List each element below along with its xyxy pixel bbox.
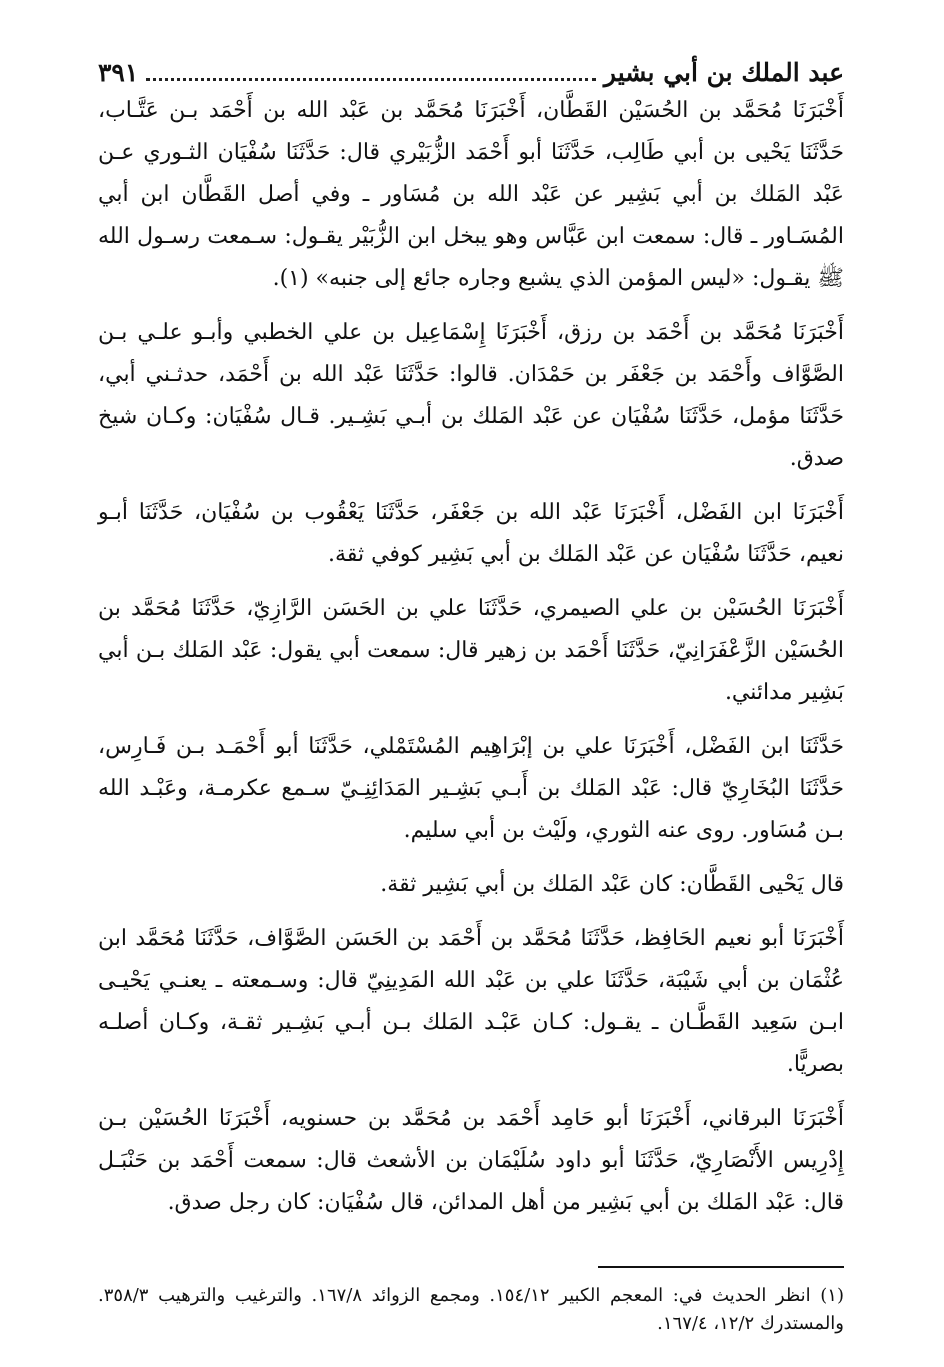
paragraph: أَخْبَرَنَا الحُسَيْن بن علي الصيمري، حَدَّثَنَا علي بن الحَسَن الرَّازِيّ، حَدَّثَنَا مُحَمَّد بن الحُسَيْن الزَّعْفَرَانِيّ، حَدَّثَنَا أَحْمَد بن زهير قال: سمعت أبي يقول: عَبْد المَلك بـن أبي بَشِير مدائني. (98, 596, 844, 705)
paragraph: قال يَحْيى القَطَّان: كان عَبْد المَلك بن أبي بَشِير ثقة. (380, 872, 844, 897)
paragraph: حَدَّثَنَا ابن الفَضْل، أَخْبَرَنَا علي بن إبْرَاهِيم المُسْتَمْلي، حَدَّثَنَا أبو أَحْمَـد بـن فَـارِس، حَدَّثَنَا البُخَارِيّ قال: عَبْد المَلك بن أَبـي بَشِـير المَدَائِنِـيّ سـمع عكرمـة، وعَبْـد الله بـن مُسَاور. روى عنه الثوري، ولَيْث بن أبي سليم. (98, 734, 844, 843)
page-header (98, 48, 844, 88)
footnote-separator (598, 1266, 844, 1268)
leader-dots (146, 78, 596, 81)
paragraph: أَخْبَرَنَا مُحَمَّد بن أَحْمَد بن رزق، أَخْبَرَنَا إِسْمَاعِيل بن علي الخطبي وأبـو علـي بـن الصَّوَّاف وأَحْمَد بن جَعْفَر بن حَمْدَان. قالوا: حَدَّثَنَا عَبْد الله بن أَحْمَد، حدثـني أبي، حَدَّثَنَا مؤمل، حَدَّثَنَا سُفْيَان عن عَبْد المَلك بن أبـي بَشِـير. قـال سُفْيَان: وكـان شيخ صدق. (98, 320, 844, 471)
paragraph: أَخْبَرَنَا أبو نعيم الحَافِظ، حَدَّثَنَا مُحَمَّد بن أَحْمَد بن الحَسَن الصَّوَّاف، حَدَّثَنَا مُحَمَّد ابن عُثْمَان بن أبي شَيْبَة، حَدَّثَنَا علي بن عَبْد الله المَدِينِيّ قال: وسـمعته ـ يعنـي يَحْيـى ابـن سَعِيد القَطَّـان ـ يقـول: كـان عَبْـد المَلك بـن أبـي بَشِـير ثقـة، وكـان أصلـه بصريًّا. (98, 926, 844, 1077)
paragraph: أَخْبَرَنَا البرقاني، أَخْبَرَنَا أبو حَامِد أَحْمَد بن مُحَمَّد بن حسنويه، أَخْبَرَنَا الحُسَيْن بـن إِدْرِيس الأَنْصَارِيّ، حَدَّثَنَا أبو داود سُلَيْمَان بن الأشعث قال: سمعت أَحْمَد بن حَنْبَـل قال: عَبْد المَلك بن أبي بَشِير من أهل المدائن، قال سُفْيَان: كان رجل صدق. (98, 1106, 844, 1215)
running-title: عبد الملك بن أبي بشير (603, 58, 844, 87)
page-number: ٣٩١ (98, 58, 139, 87)
paragraph: أَخْبَرَنَا مُحَمَّد بن الحُسَيْن القَطَّان، أَخْبَرَنَا مُحَمَّد بن عَبْد الله بن أَحْمَد بـن عَتَّـاب، حَدَّثَنَا يَحْيى بن أبي طَالِب، حَدَّثَنَا أبو أَحْمَد الزُّبَيْري قال: حَدَّثَنَا سُفْيَان الثـوري عـن عَبْد المَلك بن أبي بَشِير عن عَبْد الله بن مُسَاور ـ وفي أصل القَطَّان ابن أبي المُسَـاور ـ قال: سمعت ابن عَبَّاس وهو يبخل ابن الزُّبَيْر يقـول: سـمعت رسـول الله ﷺ يقـول: «ليس المؤمن الذي يشبع وجاره جائع إلى جنبه» (١). (98, 98, 844, 291)
footnote: (١) انظر الحديث في: المعجم الكبير ١٥٤/١٢. ومجمع الزوائد ١٦٧/٨. والترغيب والترهيب ٣٥٨/٣. والمستدرك ١٢/٢، ١٦٧/٤. (98, 1285, 844, 1334)
main-text (98, 90, 844, 1236)
paragraph: أَخْبَرَنَا ابن الفَضْل، أَخْبَرَنَا عَبْد الله بن جَعْفَر، حَدَّثَنَا يَعْقُوب بن سُفْيَان، حَدَّثَنَا أبـو نعيم، حَدَّثَنَا سُفْيَان عن عَبْد المَلك بن أبي بَشِير كوفي ثقة. (98, 500, 844, 567)
